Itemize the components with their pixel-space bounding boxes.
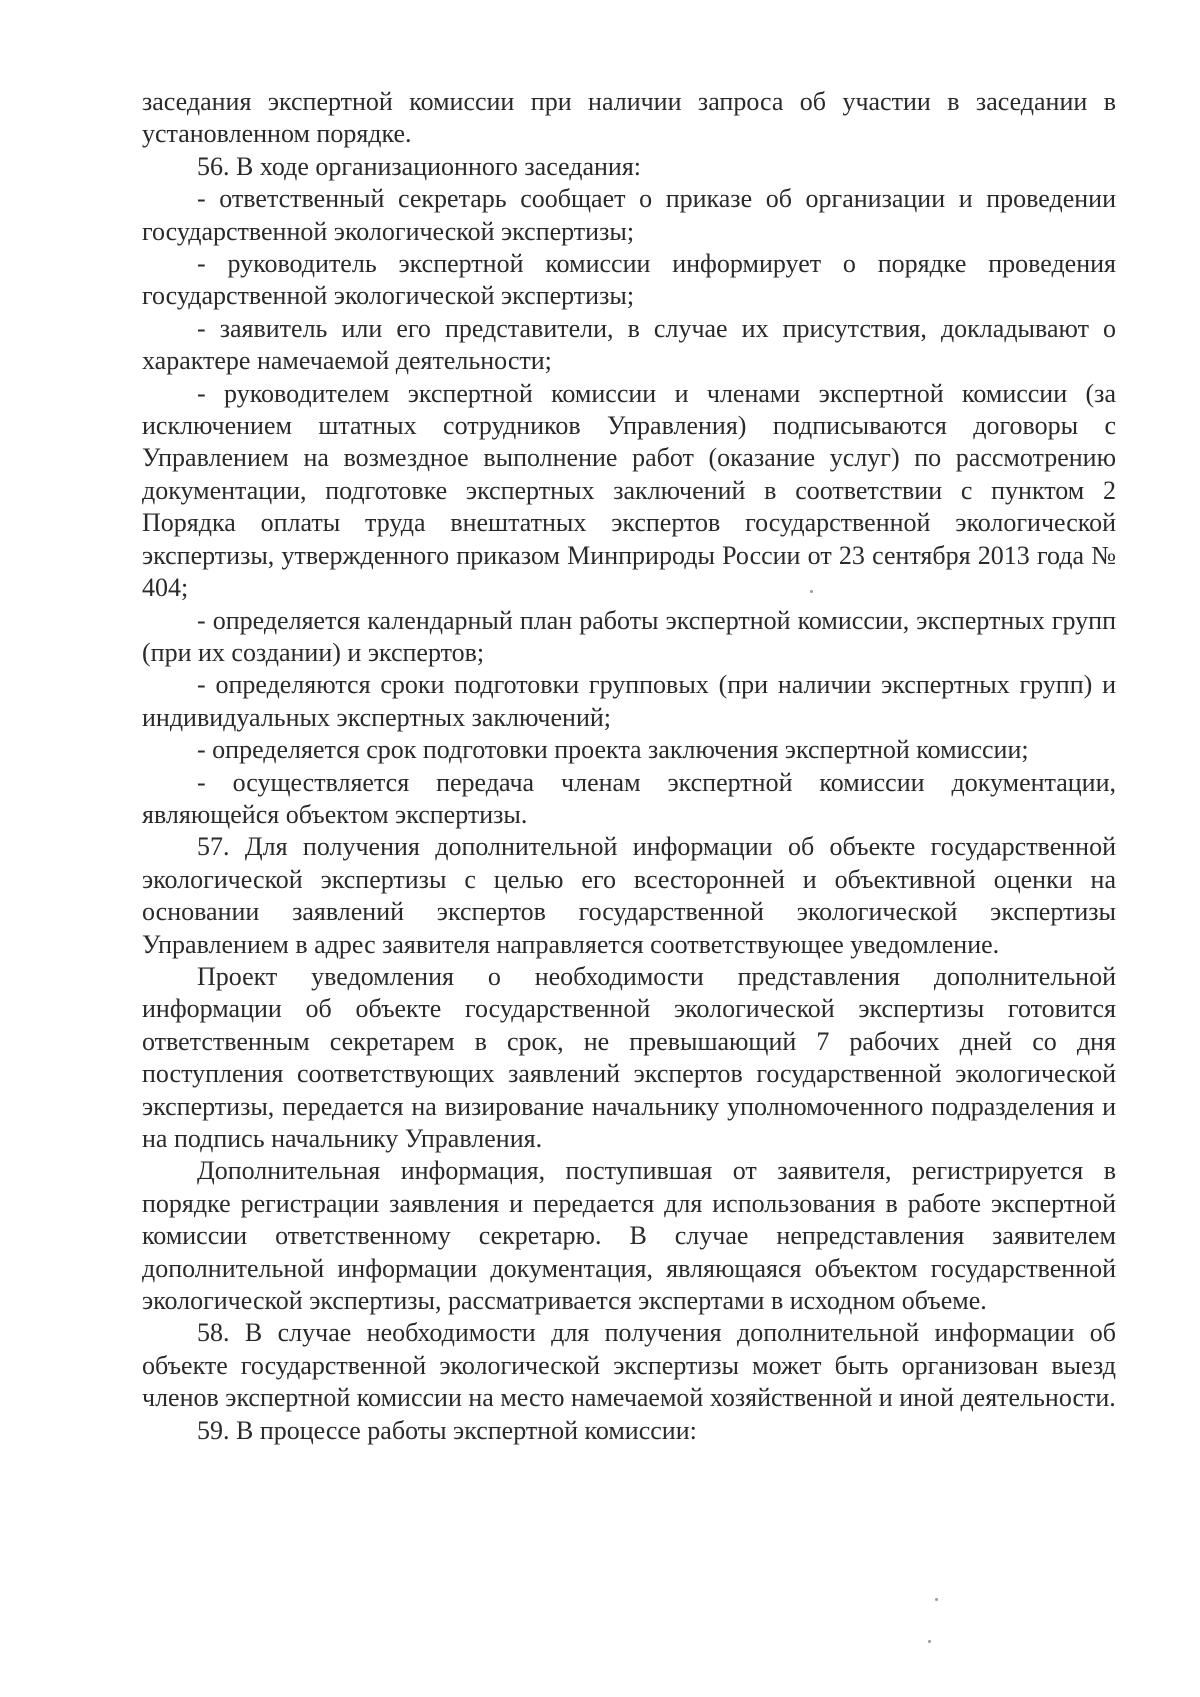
- list-item: - руководитель экспертной комиссии информирует о порядке проведения государственной экологической экспертизы;: [142, 249, 1116, 311]
- document-page: [142, 86, 1116, 1447]
- paragraph-59: 59. В процессе работы экспертной комиссии:: [197, 1415, 697, 1445]
- paragraph-57: 57. Для получения дополнительной информации об объекте государственной экологической экспертизы с целью его всесторонней и объективной оценки на основании заявлений экспертов государственной экологической экспертизы Управлением в адрес заявителя направляется соответствующее уведомление.: [142, 832, 1116, 959]
- list-item: - ответственный секретарь сообщает о приказе об организации и проведении государственной экологической экспертизы;: [142, 184, 1116, 246]
- list-item: - руководителем экспертной комиссии и членами экспертной комиссии (за исключением штатных сотрудников Управления) подписываются договоры с Управлением на возмездное выполнение работ (оказание услуг) по рассмотрению документации, подготовке экспертных заключений в соответствии с пунктом 2 Порядка оплаты труда внештатных экспертов государственной экологической экспертизы, утвержденного приказом Минприроды России от 23 сентября 2013 года № 404;: [142, 378, 1116, 603]
- list-item: - определяются сроки подготовки групповых (при наличии экспертных групп) и индивидуальных экспертных заключений;: [142, 670, 1116, 732]
- paragraph-57-additional-info: Дополнительная информация, поступившая от заявителя, регистрируется в порядке регистрации заявления и передается для использования в работе экспертной комиссии ответственному секретарю. В случае непредставления заявителем дополнительной информации документация, являющаяся объектом государственной экологической экспертизы, рассматривается экспертами в исходном объеме.: [142, 1156, 1116, 1316]
- scan-speck: [928, 1640, 931, 1643]
- list-item: - заявитель или его представители, в случае их присутствия, докладывают о характере намечаемой деятельности;: [142, 313, 1116, 376]
- paragraph-58: 58. В случае необходимости для получения дополнительной информации об объекте государственной экологической экспертизы может быть организован выезд членов экспертной комиссии на место намечаемой хозяйственной и иной деятельности.: [142, 1318, 1116, 1413]
- paragraph-continuation: заседания экспертной комиссии при наличии запроса об участии в заседании в установленном порядке.: [142, 87, 1116, 149]
- list-item: - осуществляется передача членам экспертной комиссии документации, являющейся объектом экспертизы.: [142, 767, 1116, 829]
- paragraph-56: 56. В ходе организационного заседания:: [197, 151, 642, 181]
- paragraph-57-notice-draft: Проект уведомления о необходимости представления дополнительной информации об объекте государственной экологической экспертизы готовится ответственным секретарем в срок, не превышающий 7 рабочих дней со дня поступления соответствующих заявлений экспертов государственной экологической экспертизы, передается на визирование начальнику уполномоченного подразделения и на подпись начальнику Управления.: [142, 961, 1116, 1153]
- list-item: - определяется календарный план работы экспертной комиссии, экспертных групп (при их создании) и экспертов;: [142, 605, 1116, 667]
- scan-speck: [810, 590, 813, 593]
- list-item: - определяется срок подготовки проекта заключения экспертной комиссии;: [197, 735, 1029, 765]
- scan-speck: [935, 1598, 938, 1601]
